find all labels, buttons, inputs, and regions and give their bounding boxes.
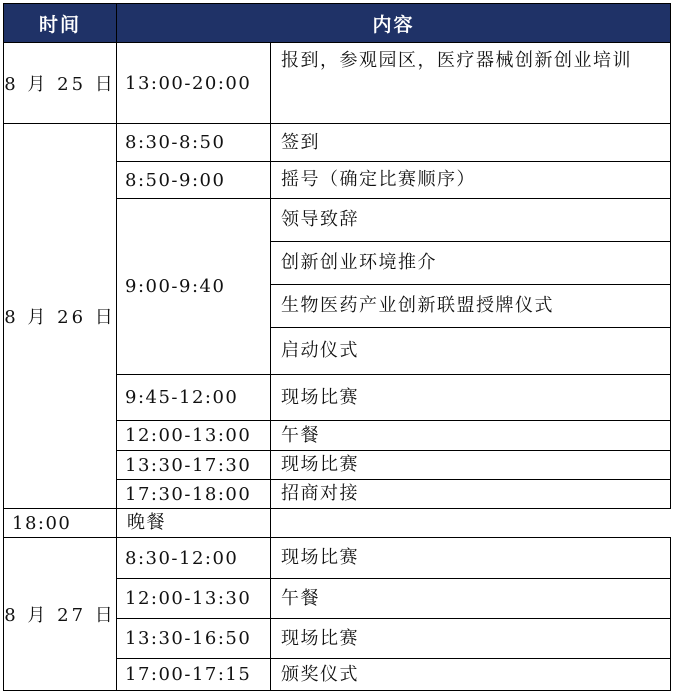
time-cell: 17:30-18:00 — [117, 480, 271, 509]
time-cell: 9:00-9:40 — [117, 199, 271, 375]
time-cell: 13:30-16:50 — [117, 619, 271, 659]
time-cell: 18:00 — [4, 509, 117, 538]
table-row — [4, 538, 671, 579]
content-cell: 午餐 — [271, 421, 671, 451]
content-cell: 报到，参观园区，医疗器械创新创业培训 — [271, 43, 671, 124]
content-cell: 领导致辞 — [271, 199, 671, 242]
content-cell: 摇号（确定比赛顺序） — [271, 162, 671, 199]
content-cell: 午餐 — [271, 579, 671, 619]
date-cell: 8 月 26 日 — [4, 124, 117, 509]
time-cell: 8:50-9:00 — [117, 162, 271, 199]
header-content: 内容 — [117, 4, 671, 43]
content-cell: 现场比赛 — [271, 619, 671, 659]
time-cell: 17:00-17:15 — [117, 659, 271, 691]
content-cell: 签到 — [271, 124, 671, 162]
date-cell: 8 月 27 日 — [4, 538, 117, 691]
content-cell: 晚餐 — [117, 509, 271, 538]
content-cell: 启动仪式 — [271, 328, 671, 375]
table-row — [4, 509, 671, 538]
time-cell: 9:45-12:00 — [117, 375, 271, 421]
schedule-table — [3, 3, 671, 691]
content-cell: 现场比赛 — [271, 451, 671, 480]
table-row — [4, 124, 671, 162]
date-cell: 8 月 25 日 — [4, 43, 117, 124]
content-cell: 生物医药产业创新联盟授牌仪式 — [271, 285, 671, 328]
time-cell: 13:30-17:30 — [117, 451, 271, 480]
content-cell: 招商对接 — [271, 480, 671, 509]
time-cell: 12:00-13:30 — [117, 579, 271, 619]
content-cell: 现场比赛 — [271, 538, 671, 579]
time-cell: 13:00-20:00 — [117, 43, 271, 124]
content-cell: 现场比赛 — [271, 375, 671, 421]
time-cell: 8:30-12:00 — [117, 538, 271, 579]
time-cell: 12:00-13:00 — [117, 421, 271, 451]
header-time: 时间 — [4, 4, 117, 43]
header-row — [4, 4, 671, 43]
content-cell: 颁奖仪式 — [271, 659, 671, 691]
time-cell: 8:30-8:50 — [117, 124, 271, 162]
content-cell: 创新创业环境推介 — [271, 242, 671, 285]
table-row — [4, 43, 671, 124]
